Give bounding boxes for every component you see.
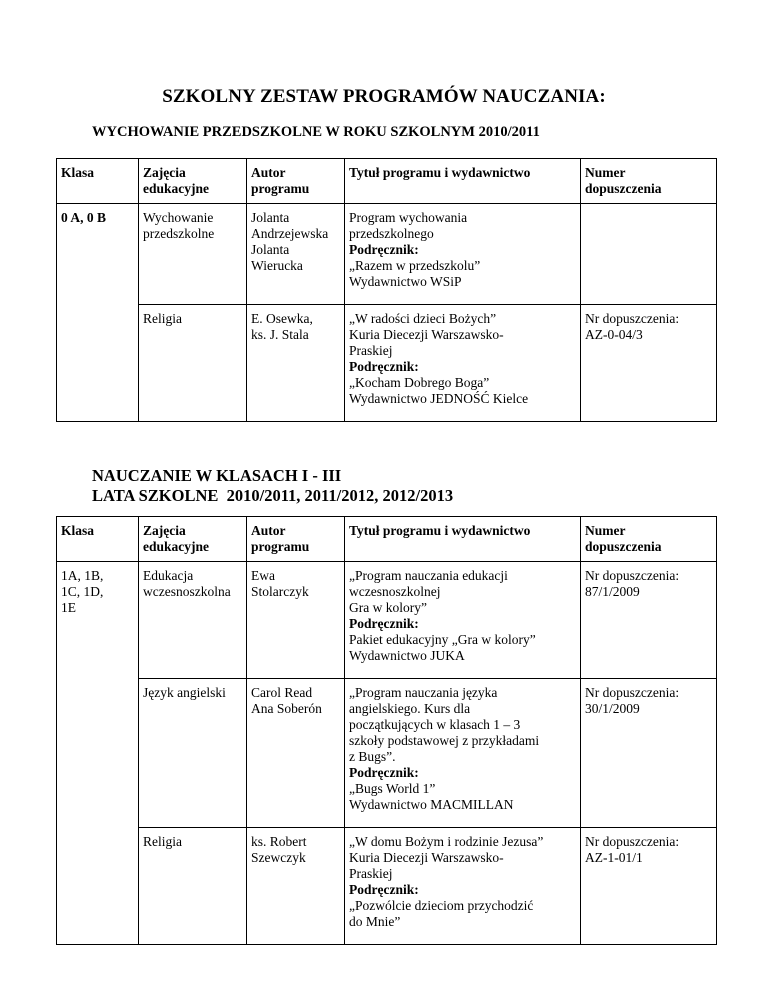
table-header-row — [57, 517, 717, 562]
program-cell: „W radości dzieci Bożych” Kuria Diecezji Warszawsko- Praskiej Podręcznik: „Kocham Dobrego Boga” Wydawnictwo JEDNOŚĆ Kielce — [345, 305, 581, 422]
header-klasa: Klasa — [57, 159, 139, 204]
table-row — [57, 305, 717, 422]
numer-cell — [581, 204, 717, 305]
zajecia-cell: Religia — [139, 305, 247, 422]
table-preschool — [56, 158, 717, 422]
numer-cell: Nr dopuszczenia: AZ-1-01/1 — [581, 828, 717, 945]
zajecia-cell: Religia — [139, 828, 247, 945]
table-row — [57, 828, 717, 945]
autor-cell: Ewa Stolarczyk — [247, 562, 345, 679]
section1-heading: WYCHOWANIE PRZEDSZKOLNE W ROKU SZKOLNYM 2010/2011 — [92, 124, 540, 140]
program-cell: „Program nauczania edukacji wczesnoszkolnej Gra w kolory” Podręcznik: Pakiet edukacyjny „Gra w kolory” Wydawnictwo JUKA — [345, 562, 581, 679]
header-numer: Numer dopuszczenia — [581, 517, 717, 562]
program-cell: „Program nauczania języka angielskiego. Kurs dla początkujących w klasach 1 – 3 szkoły podstawowej z przykładami z Bugs”. Podręcznik: „Bugs World 1” Wydawnictwo MACMILLAN — [345, 679, 581, 828]
header-zajecia: Zajęcia edukacyjne — [139, 517, 247, 562]
klasa-cell: 0 A, 0 B — [57, 204, 139, 422]
section2-heading-line1: NAUCZANIE W KLASACH I - III — [92, 466, 342, 485]
autor-cell: ks. Robert Szewczyk — [247, 828, 345, 945]
header-tytul: Tytuł programu i wydawnictwo — [345, 159, 581, 204]
table-grades-1-3 — [56, 516, 717, 945]
numer-cell: Nr dopuszczenia: 30/1/2009 — [581, 679, 717, 828]
header-klasa: Klasa — [57, 517, 139, 562]
header-autor: Autor programu — [247, 159, 345, 204]
table-row — [57, 204, 717, 305]
autor-cell: Jolanta Andrzejewska Jolanta Wierucka — [247, 204, 345, 305]
header-autor: Autor programu — [247, 517, 345, 562]
zajecia-cell: Wychowanie przedszkolne — [139, 204, 247, 305]
section2-heading-line2: LATA SZKOLNE 2010/2011, 2011/2012, 2012/2013 — [92, 486, 454, 505]
klasa-cell: 1A, 1B, 1C, 1D, 1E — [57, 562, 139, 945]
table-header-row — [57, 159, 717, 204]
zajecia-cell: Język angielski — [139, 679, 247, 828]
header-numer: Numer dopuszczenia — [581, 159, 717, 204]
zajecia-cell: Edukacja wczesnoszkolna — [139, 562, 247, 679]
table-row — [57, 679, 717, 828]
numer-cell: Nr dopuszczenia: 87/1/2009 — [581, 562, 717, 679]
table-row — [57, 562, 717, 679]
numer-cell: Nr dopuszczenia: AZ-0-04/3 — [581, 305, 717, 422]
program-cell: „W domu Bożym i rodzinie Jezusa” Kuria Diecezji Warszawsko- Praskiej Podręcznik: „Pozwólcie dzieciom przychodzić do Mnie” — [345, 828, 581, 945]
header-zajecia: Zajęcia edukacyjne — [139, 159, 247, 204]
section2-heading — [92, 466, 453, 506]
page-title: SZKOLNY ZESTAW PROGRAMÓW NAUCZANIA: — [162, 86, 606, 107]
autor-cell: Carol Read Ana Soberón — [247, 679, 345, 828]
program-cell: Program wychowania przedszkolnego Podręcznik: „Razem w przedszkolu” Wydawnictwo WSiP — [345, 204, 581, 305]
autor-cell: E. Osewka, ks. J. Stala — [247, 305, 345, 422]
header-tytul: Tytuł programu i wydawnictwo — [345, 517, 581, 562]
